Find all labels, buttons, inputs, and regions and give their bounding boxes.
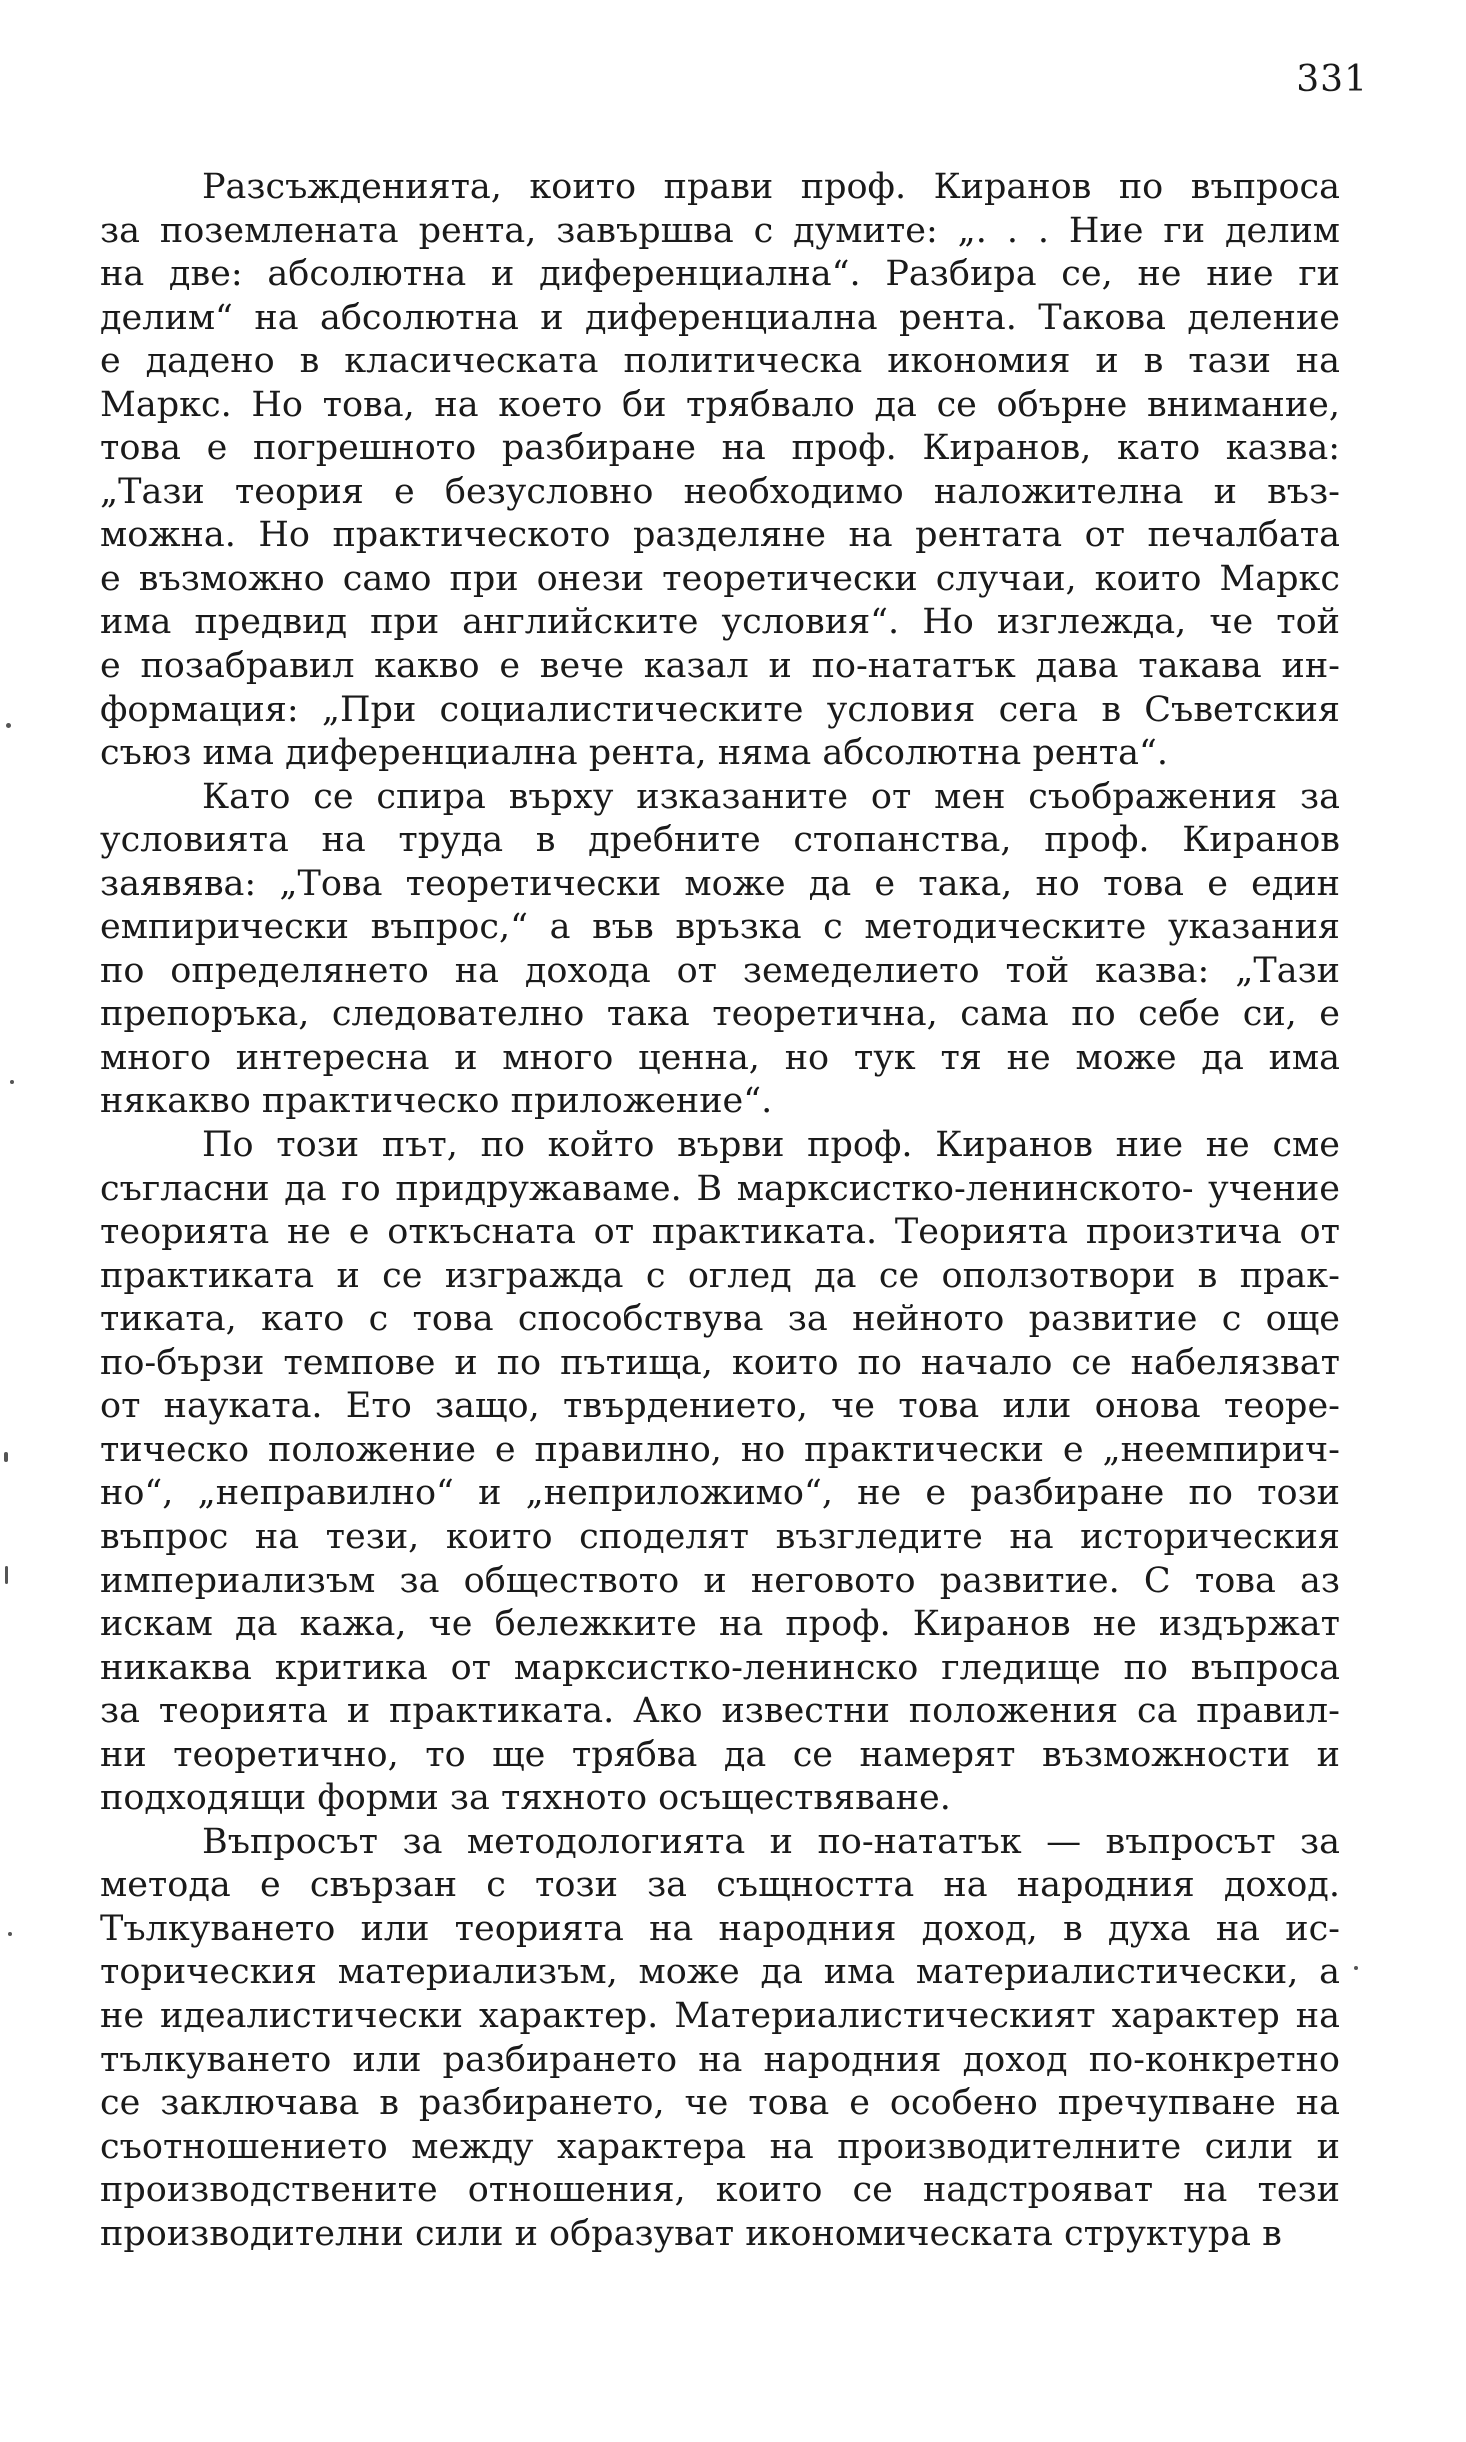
text-line: условията на труда в дребните стопанства, проф. Киранов: [100, 820, 1340, 861]
text-line: съюз има диференциална рента, няма абсолютна рента“.: [100, 733, 1169, 774]
text-line: метода е свързан с този за същността на народния доход.: [100, 1865, 1340, 1906]
text-line: По този път, по който върви проф. Киранов ние не сме: [202, 1125, 1340, 1166]
text-line: Маркс. Но това, на което би трябвало да се обърне внимание,: [100, 384, 1340, 425]
text-line: Като се спира върху изказаните от мен съображения за: [202, 776, 1340, 817]
text-line: е позабравил какво е вече казал и по-нататък дава такава ин-: [100, 646, 1340, 687]
body-text: [100, 166, 1340, 2256]
text-line: производствените отношения, които се надстрояват на тези: [100, 2170, 1340, 2211]
scan-speck: [8, 1932, 12, 1936]
text-line: въпрос на тези, които споделят възгледите на историческия: [100, 1516, 1340, 1557]
text-line: от науката. Ето защо, твърдението, че това или онова теоре-: [100, 1386, 1340, 1427]
text-line: империализъм за обществото и неговото развитие. С това аз: [100, 1560, 1340, 1601]
text-line: Разсъжденията, които прави проф. Киранов по въпроса: [202, 167, 1340, 207]
text-line: има предвид при английските условия“. Но изглежда, че той: [100, 602, 1340, 643]
text-line: никаква критика от марксистко-ленинско гледище по въпроса: [100, 1647, 1340, 1688]
text-line: тиката, като с това способствува за нейното развитие с още: [100, 1299, 1340, 1340]
text-line: се заключава в разбирането, че това е особено пречупване на: [100, 2083, 1340, 2124]
text-line: практиката и се изгражда с оглед да се оползотвори в прак-: [100, 1255, 1340, 1296]
text-line: торическия материализъм, може да има материалистически, а: [100, 1952, 1340, 1993]
scan-speck: [5, 1566, 8, 1584]
paragraph: [100, 1124, 1340, 1821]
text-line: по-бързи темпове и по пътища, които по начало се набелязват: [100, 1342, 1340, 1383]
text-line: е дадено в класическата политическа икономия и в тази на: [100, 341, 1340, 382]
text-line: „Тази теория е безусловно необходимо наложителна и въз-: [100, 471, 1340, 512]
paragraph: [100, 166, 1340, 776]
page-number: 331: [1296, 59, 1368, 100]
text-line: тълкуването или разбирането на народния доход по-конкретно: [100, 2039, 1340, 2080]
text-line: е възможно само при онези теоретически случаи, които Маркс: [100, 558, 1340, 599]
text-line: делим“ на абсолютна и диференциална рента. Такова деление: [100, 297, 1340, 338]
text-line: тическо положение е правилно, но практически е „неемпирич-: [100, 1429, 1340, 1470]
text-line: производителни сили и образуват икономическата структура в: [100, 2213, 1282, 2254]
text-line: препоръка, следователно така теоретична, сама по себе си, е: [100, 994, 1340, 1035]
text-line: искам да кажа, че бележките на проф. Киранов не издържат: [100, 1604, 1340, 1645]
text-line: заявява: „Това теоретически може да е така, но това е един: [100, 863, 1340, 904]
text-line: Тълкуването или теорията на народния доход, в духа на ис-: [100, 1908, 1340, 1949]
text-line: съотношението между характера на производителните сили и: [100, 2126, 1340, 2167]
text-line: но“, „неправилно“ и „неприложимо“, не е разбиране по този: [100, 1473, 1340, 1514]
text-line: можна. Но практическото разделяне на рентата от печалбата: [100, 515, 1340, 556]
paragraph: [100, 776, 1340, 1124]
text-line: на две: абсолютна и диференциална“. Разбира се, не ние ги: [100, 254, 1340, 295]
scan-speck: [6, 723, 11, 728]
text-line: формация: „При социалистическите условия сега в Съветския: [100, 689, 1340, 730]
text-line: за поземлената рента, завършва с думите: „. . . Ние ги делим: [100, 210, 1340, 251]
scan-speck: [1354, 1966, 1358, 1970]
paragraph: [100, 1821, 1340, 2256]
text-line: Въпросът за методологията и по-нататък — въпросът за: [202, 1821, 1340, 1862]
text-line: съгласни да го придружаваме. В марксистко-ленинското- учение: [100, 1168, 1340, 1209]
text-line: подходящи форми за тяхното осъществяване.: [100, 1778, 951, 1819]
text-line: това е погрешното разбиране на проф. Киранов, като казва:: [100, 428, 1340, 469]
scan-speck: [4, 1452, 8, 1462]
text-line: някакво практическо приложение“.: [100, 1081, 773, 1122]
text-line: по определянето на дохода от земеделието той казва: „Тази: [100, 950, 1340, 991]
text-line: ни теоретично, то ще трябва да се намерят възможности и: [100, 1734, 1340, 1775]
text-line: теорията не е откъсната от практиката. Теорията произтича от: [100, 1212, 1340, 1253]
text-line: много интересна и много ценна, но тук тя не може да има: [100, 1037, 1340, 1078]
text-line: не идеалистически характер. Материалистическият характер на: [100, 1995, 1340, 2036]
text-line: за теорията и практиката. Ако известни положения са правил-: [100, 1691, 1340, 1732]
text-line: емпирически въпрос,“ а във връзка с методическите указания: [100, 907, 1340, 948]
scan-speck: [10, 1080, 14, 1084]
